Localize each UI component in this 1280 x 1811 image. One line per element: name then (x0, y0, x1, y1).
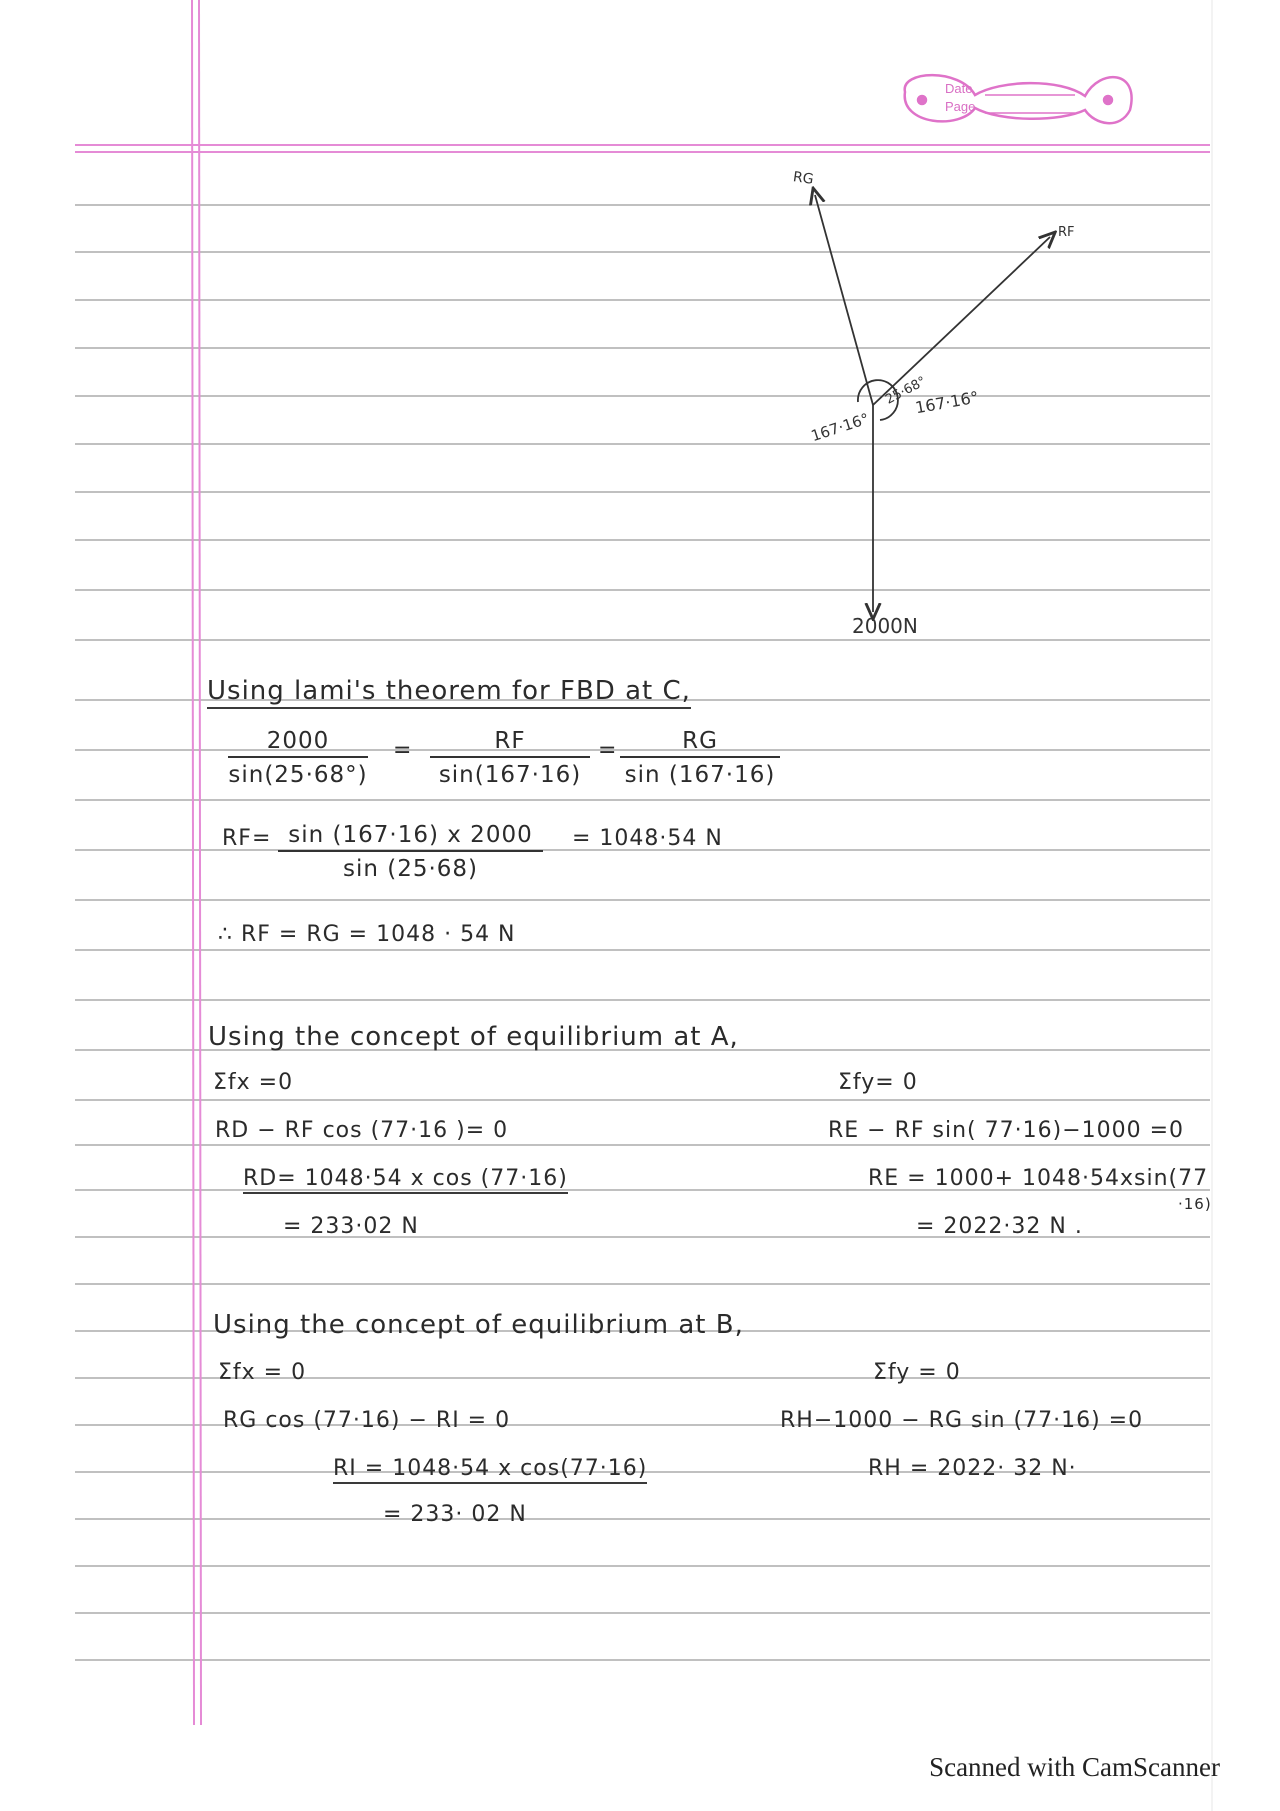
fraction-rf-solution-numerator: sin (167·16) x 2000 (278, 822, 543, 852)
fraction-2000 (228, 728, 368, 788)
section-b-eq-x2: RI = 1048·54 x cos(77·16) (333, 1456, 647, 1484)
section-b-eq-x1: RG cos (77·16) − RI = 0 (223, 1408, 511, 1433)
section-b-sum-fx: Σfx = 0 (218, 1360, 307, 1385)
section-a-eq-x1: RD − RF cos (77·16 )= 0 (215, 1118, 509, 1143)
section-a-eq-y2: RE = 1000+ 1048·54xsin(77 (868, 1166, 1209, 1191)
fraction-rg-denominator: sin (167·16) (624, 762, 776, 788)
section-b-sum-fy: Σfy = 0 (873, 1360, 961, 1385)
section-a-eq-y2-tail: ·16) (1178, 1195, 1212, 1213)
section-a-heading: Using the concept of equilibrium at A, (208, 1022, 739, 1052)
section-b-heading: Using the concept of equilibrium at B, (213, 1310, 744, 1340)
fraction-2000-denominator: sin(25·68°) (228, 762, 368, 788)
rf-lhs: RF= (222, 826, 272, 851)
stamp-date-label: Date (945, 81, 973, 96)
angle-top-label: 25·68° (883, 373, 929, 408)
label-rf: RF (1058, 225, 1075, 240)
force-rf-line (873, 237, 1050, 405)
fraction-rf (430, 728, 590, 788)
angle-left-label: 167·16° (808, 409, 872, 446)
section-a-sum-fy: Σfy= 0 (838, 1070, 918, 1095)
stamp-page-label: Page (945, 99, 976, 114)
force-rg-line (815, 195, 873, 405)
section-a-eq-y1: RE − RF sin( 77·16)−1000 =0 (828, 1118, 1185, 1143)
angle-right-label: 167·16° (913, 387, 981, 418)
label-rg: RG (791, 169, 815, 188)
fraction-rf-solution-denominator: sin (25·68) (342, 856, 479, 882)
fraction-rf-solution (278, 822, 543, 882)
equals-sign-2: = (598, 738, 618, 763)
fraction-2000-numerator: 2000 (228, 728, 368, 758)
section-a-eq-x3: = 233·02 N (283, 1214, 419, 1239)
section-a-eq-x2: RD= 1048·54 x cos (77·16) (243, 1166, 568, 1194)
fraction-rf-denominator: sin(167·16) (438, 762, 582, 788)
fraction-rg-numerator: RG (620, 728, 780, 758)
section-b-eq-x3: = 233· 02 N (383, 1502, 527, 1527)
equals-sign-1: = (393, 738, 413, 763)
label-load: 2000N (852, 614, 918, 638)
lami-heading: Using lami's theorem for FBD at C, (207, 676, 691, 709)
free-body-diagram (0, 0, 1280, 700)
section-a-eq-y3: = 2022·32 N . (916, 1214, 1083, 1239)
rf-equals-rg: ∴ RF = RG = 1048 · 54 N (218, 922, 516, 947)
section-b-eq-y1: RH−1000 − RG sin (77·16) =0 (780, 1408, 1144, 1433)
section-a-sum-fx: Σfx =0 (213, 1070, 294, 1095)
camscanner-footer: Scanned with CamScanner (929, 1752, 1220, 1782)
rf-result: = 1048·54 N (572, 826, 723, 851)
fraction-rf-numerator: RF (430, 728, 590, 758)
fraction-rg (620, 728, 780, 788)
section-b-eq-y2: RH = 2022· 32 N· (868, 1456, 1077, 1481)
